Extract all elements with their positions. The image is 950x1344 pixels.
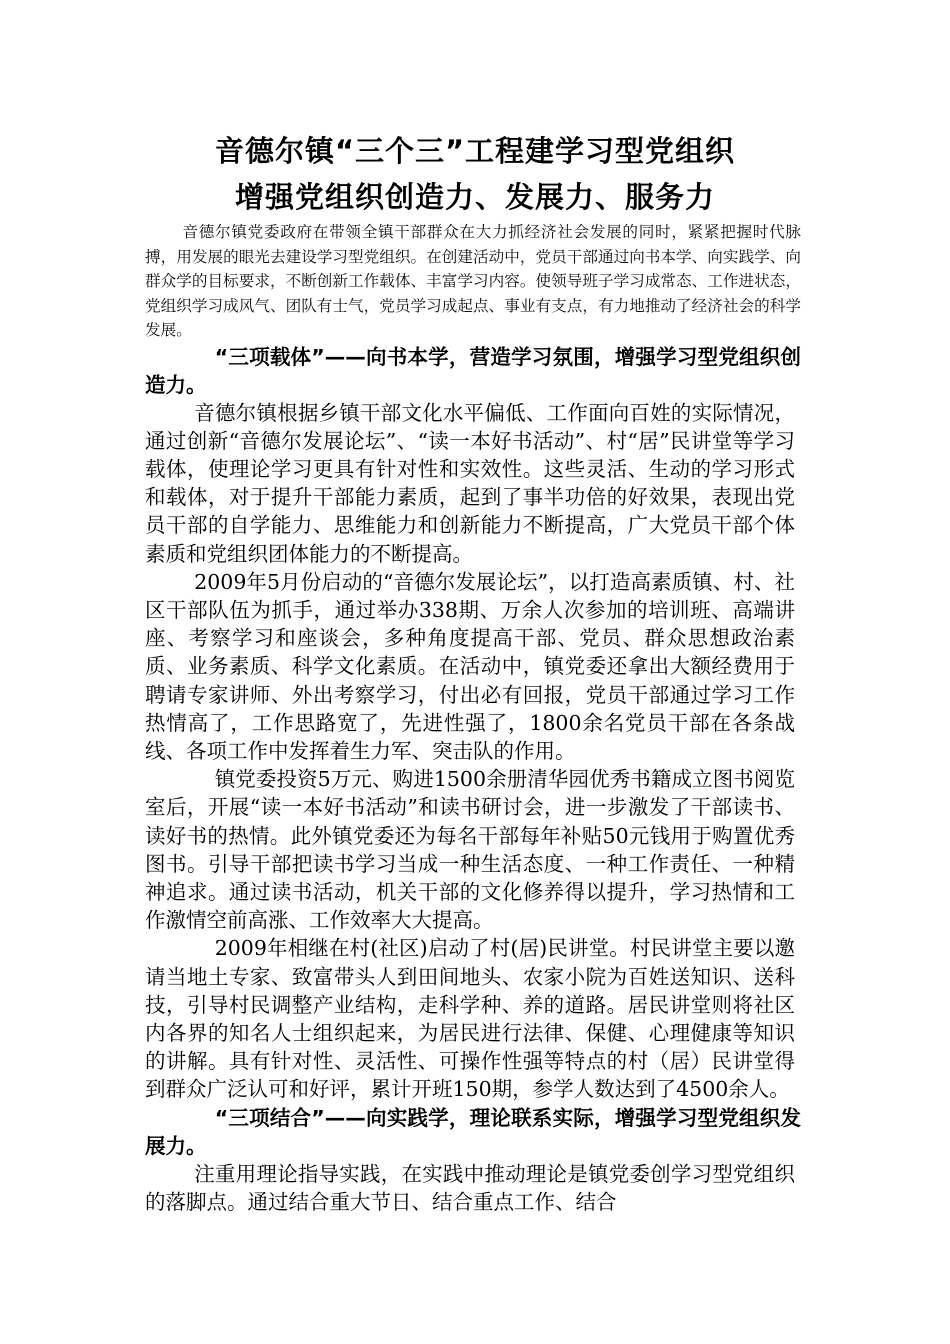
document-title-line1: 音德尔镇“三个三”工程建学习型党组织 — [214, 134, 736, 168]
section1-paragraph-4: 2009年相继在村(社区)启动了村(居)民讲堂。村民讲堂主要以邀请当地土专家、致富带头人到田间地头、农家小院为百姓送知识、送科技，引导村民调整产业结构，走科学种、养的道路。居民讲堂则将社区内各界的知名人士组织起来，为居民进行法律、保健、心理健康等知识的讲解。具有针对性、灵活性、可操作性强等特点的村（居）民讲堂得到群众广泛认可和好评，累计开班150期，参学人数达到了4500余人。 — [145, 936, 795, 1102]
document-page — [145, 128, 805, 1216]
section1-paragraph-3: 镇党委投资5万元、购进1500余册清华园优秀书籍成立图书阅览室后，开展“读一本好书活动”和读书研讨会，进一步激发了干部读书、读好书的热情。此外镇党委还为每名干部每年补贴50元钱用于购置优秀图书。引导干部把读书学习当成一种生活态度、一种工作责任、一种精神追求。通过读书活动，机关干部的文化修养得以提升，学习热情和工作激情空前高涨、工作效率大大提高。 — [145, 767, 795, 933]
section1-paragraph-2: 2009年5月份启动的“音德尔发展论坛”，以打造高素质镇、村、社区干部队伍为抓手，通过举办338期、万余人次参加的培训班、高端讲座、考察学习和座谈会，多种角度提高干部、党员、群众思想政治素质、业务素质、科学文化素质。在活动中，镇党委还拿出大额经费用于聘请专家讲师、外出考察学习，付出必有回报，党员干部通过学习工作热情高了，工作思路宽了，先进性强了，1800余名党员干部在各条战线、各项工作中发挥着生力军、突击队的作用。 — [145, 569, 795, 763]
section2-heading: “三项结合”——向实践学，理论联系实际，增强学习型党组织发展力。 — [145, 1105, 801, 1158]
document-title-line2: 增强党组织创造力、发展力、服务力 — [234, 180, 715, 214]
section1-heading: “三项载体”——向书本学，营造学习氛围，增强学习型党组织创造力。 — [145, 344, 801, 397]
section2-paragraph-1: 注重用理论指导实践，在实践中推动理论是镇党委创学习型党组织的落脚点。通过结合重大节日、结合重点工作、结合 — [145, 1161, 795, 1214]
section1-paragraph-1: 音德尔镇根据乡镇干部文化水平偏低、工作面向百姓的实际情况，通过创新“音德尔发展论坛”、“读一本好书活动”、村“居”民讲堂等学习载体，使理论学习更具有针对性和实效性。这些灵活、生动的学习形式和载体，对于提升干部能力素质，起到了事半功倍的好效果，表现出党员干部的自学能力、思维能力和创新能力不断提高，广大党员干部个体素质和党组织团体能力的不断提高。 — [145, 400, 795, 566]
intro-paragraph: 音德尔镇党委政府在带领全镇干部群众在大力抓经济社会发展的同时，紧紧把握时代脉搏，用发展的眼光去建设学习型党组织。在创建活动中，党员干部通过向书本学、向实践学、向群众学的目标要求，不断创新工作载体、丰富学习内容。使领导班子学习成常态、工作进状态，党组织学习成风气、团队有士气，党员学习成起点、事业有支点，有力地推动了经济社会的科学发展。 — [145, 223, 801, 339]
